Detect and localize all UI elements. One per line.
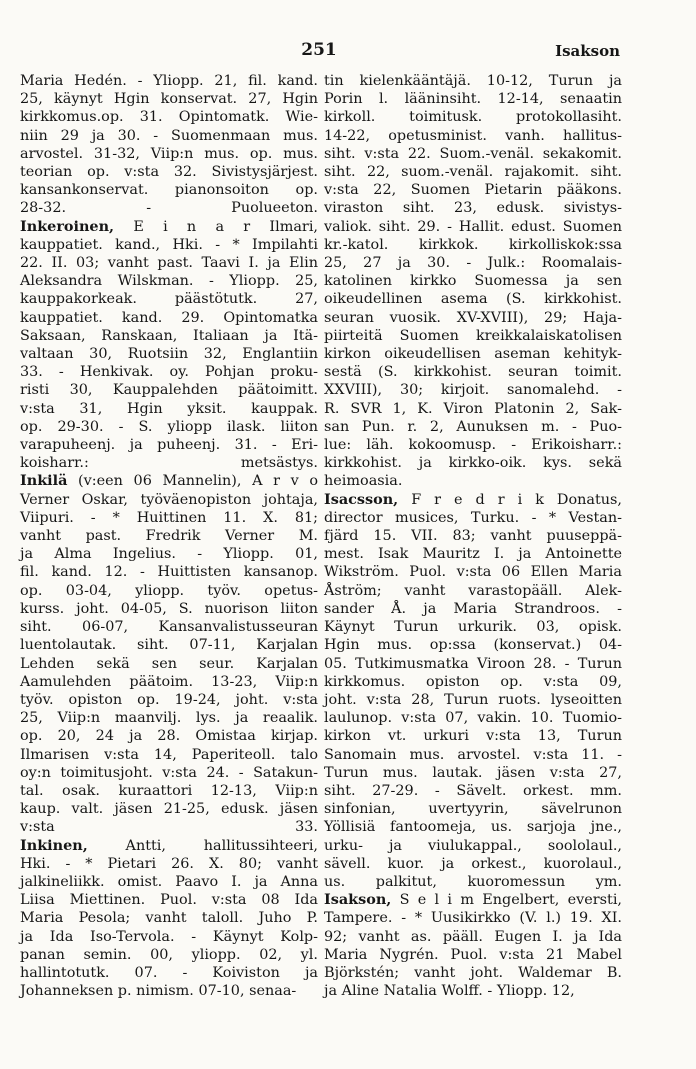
text-line: Inkilä (v:een 06 Mannelin), A r v o: [20, 472, 318, 490]
text-line: 28-32. - Puolueeton.: [20, 200, 318, 217]
text-line: Yöllisiä fantoomeja, us. sarjoja jne.,: [324, 819, 622, 836]
text-line: varapuheenj. ja puheenj. 31. - Eri-: [20, 437, 318, 454]
text-line: kansankonservat. pianonsoiton op.: [20, 182, 318, 199]
text-line: valiok. siht. 29. - Hallit. edust. Suomen: [324, 218, 622, 235]
text-line: Isacsson, F r e d r i k Donatus,: [324, 490, 622, 508]
text-line: op. 20, 24 ja 28. Omistaa kirjap.: [20, 728, 318, 745]
text-line: ja Ida Iso-Tervola. - Käynyt Kolp-: [20, 928, 318, 945]
text-line: kaup. valt. jäsen 21-25, edusk. jäsen: [20, 801, 318, 818]
entry-headword: Inkilä: [20, 472, 68, 490]
text-line: Sanomain mus. arvostel. v:sta 11. -: [324, 746, 622, 763]
text-line: luentolautak. siht. 07-11, Karjalan: [20, 637, 318, 654]
text-line: v:sta 31, Hgin yksit. kauppak.: [20, 400, 318, 417]
text-line: Lehden sekä sen seur. Karjalan: [20, 655, 318, 672]
text-line: Inkeroinen, E i n a r Ilmari,: [20, 217, 318, 235]
text-line: kurss. joht. 04-05, S. nuorison liiton: [20, 600, 318, 617]
text-line: Aamulehden päätoim. 13-23, Viip:n: [20, 673, 318, 690]
text-line: Maria Nygrén. Puol. v:sta 21 Mabel: [324, 946, 622, 963]
text-line: risti 30, Kauppalehden päätoimitt.: [20, 382, 318, 399]
text-line: san Pun. r. 2, Aunuksen m. - Puo-: [324, 418, 622, 435]
text-line: tin kielenkääntäjä. 10-12, Turun ja: [324, 73, 622, 89]
text-line: piirteitä Suomen kreikkalaiskatolisen: [324, 327, 622, 344]
text-line: seuran vuosik. XV-XVIII), 29; Haja-: [324, 309, 622, 326]
text-line: kirkon oikeudellisen aseman kehityk-: [324, 346, 622, 363]
page-header: [18, 40, 620, 62]
text-line: R. SVR 1, K. Viron Platonin 2, Sak-: [324, 400, 622, 417]
text-line: mest. Isak Mauritz I. ja Antoinette: [324, 546, 622, 563]
text-line: v:sta 22, Suomen Pietarin pääkons.: [324, 182, 622, 199]
text-line: viraston siht. 23, edusk. sivistys-: [324, 200, 622, 217]
text-line: 22. II. 03; vanht past. Taavi I. ja Elin: [20, 255, 318, 272]
text-line: jalkineliikk. omist. Paavo I. ja Anna: [20, 873, 318, 890]
text-line: Porin l. lääninsiht. 12-14, senaatin: [324, 91, 622, 108]
text-line: Maria Hedén. - Yliopp. 21, fil. kand.: [20, 73, 318, 89]
text-line: op. 29-30. - S. yliopp ilask. liiton: [20, 418, 318, 435]
entry-headword: Inkeroinen,: [20, 217, 115, 235]
text-line: arvostel. 31-32, Viip:n mus. op. mus.: [20, 145, 318, 162]
text-line: hallintotutk. 07. - Koiviston ja: [20, 964, 318, 981]
text-line: ja Alma Ingelius. - Yliopp. 01,: [20, 546, 318, 563]
text-line: fil. kand. 12. - Huittisten kansanop.: [20, 564, 318, 581]
text-line: tal. osak. kuraattori 12-13, Viip:n: [20, 782, 318, 799]
text-line: oikeudellinen asema (S. kirkkohist.: [324, 291, 622, 308]
text-line: sinfonian, uvertyyrin, sävelrunon: [324, 801, 622, 818]
text-line: joht. v:sta 28, Turun ruots. lyseoitten: [324, 691, 622, 708]
text-line: director musices, Turku. - * Vestan-: [324, 509, 622, 526]
text-line: Hki. - * Pietari 26. X. 80; vanht: [20, 855, 318, 872]
text-line: Verner Oskar, työväenopiston johtaja,: [20, 491, 318, 508]
running-head: Isakson: [555, 42, 620, 60]
text-line: sander Å. ja Maria Strandroos. -: [324, 600, 622, 617]
text-line: Åström; vanht varastopääll. Alek-: [324, 582, 622, 599]
text-line: Ilmarisen v:sta 14, Paperiteoll. talo: [20, 746, 318, 763]
text-line: 05. Tutkimusmatka Viroon 28. - Turun: [324, 655, 622, 672]
text-line: valtaan 30, Ruotsiin 32, Englantiin: [20, 346, 318, 363]
text-line: siht. 06-07, Kansanvalistusseuran: [20, 619, 318, 636]
left-column: [20, 72, 318, 1000]
text-line: Turun mus. lautak. jäsen v:sta 27,: [324, 764, 622, 781]
text-line: kauppatiet. kand., Hki. - * Impilahti: [20, 236, 318, 253]
text-line: siht. 27-29. - Sävelt. orkest. mm.: [324, 782, 622, 799]
text-line: oy:n toimitusjoht. v:sta 24. - Satakun-: [20, 764, 318, 781]
text-line: Tampere. - * Uusikirkko (V. l.) 19. XI.: [324, 910, 622, 927]
text-line: 92; vanht as. pääll. Eugen I. ja Ida: [324, 928, 622, 945]
text-line: teorian op. v:sta 32. Sivistysjärjest.: [20, 164, 318, 181]
text-line: 25, käynyt Hgin konservat. 27, Hgin: [20, 91, 318, 108]
text-line: koisharr.: metsästys.: [20, 455, 318, 472]
text-line: heimoasia.: [324, 473, 403, 490]
text-line: laulunop. v:sta 07, vakin. 10. Tuomio-: [324, 710, 622, 727]
entry-headword: Inkinen,: [20, 836, 88, 854]
text-line: siht. v:sta 22. Suom.-venäl. sekakomit.: [324, 145, 622, 162]
text-line: us. palkitut, kuoromessun ym.: [324, 873, 622, 890]
text-line: Käynyt Turun urkurik. 03, opisk.: [324, 619, 622, 636]
text-line: sestä (S. kirkkohist. seuran toimit.: [324, 364, 622, 381]
text-line: Saksaan, Ranskaan, Italiaan ja Itä-: [20, 327, 318, 344]
text-line: kirkkomus.op. 31. Opintomatk. Wie-: [20, 109, 318, 126]
text-line: Hgin mus. op:ssa (konservat.) 04-: [324, 637, 622, 654]
text-line: Björkstén; vanht joht. Waldemar B.: [324, 964, 622, 981]
text-line: lue: läh. kokoomusp. - Erikoisharr.:: [324, 437, 622, 454]
text-line: kauppatiet. kand. 29. Opintomatka: [20, 309, 318, 326]
text-line: siht. 22, suom.-venäl. rajakomit. siht.: [324, 164, 622, 181]
text-line: niin 29 ja 30. - Suomenmaan mus.: [20, 127, 318, 144]
text-line: Viipuri. - * Huittinen 11. X. 81;: [20, 509, 318, 526]
text-line: fjärd 15. VII. 83; vanht puuseppä-: [324, 528, 622, 545]
text-line: katolinen kirkko Suomessa ja sen: [324, 273, 622, 290]
text-line: 25, 27 ja 30. - Julk.: Roomalais-: [324, 255, 622, 272]
text-line: 14-22, opetusminist. vanh. hallitus-: [324, 127, 622, 144]
text-line: 25, Viip:n maanvilj. lys. ja reaalik.: [20, 710, 318, 727]
text-line: urku- ja viulukappal., soololaul.,: [324, 837, 622, 854]
text-line: Liisa Miettinen. Puol. v:sta 08 Ida: [20, 892, 318, 909]
text-line: sävell. kuor. ja orkest., kuorolaul.,: [324, 855, 622, 872]
text-line: op. 03-04, yliopp. työv. opetus-: [20, 582, 318, 599]
text-line: 33. - Henkivak. oy. Pohjan proku-: [20, 364, 318, 381]
text-line: Aleksandra Wilskman. - Yliopp. 25,: [20, 273, 318, 290]
text-line: työv. opiston op. 19-24, joht. v:sta: [20, 691, 318, 708]
page-number: 251: [301, 40, 337, 60]
text-line: kr.-katol. kirkkok. kirkolliskok:ssa: [324, 236, 622, 253]
text-line: Johanneksen p. nimism. 07-10, senaa-: [20, 983, 297, 1000]
text-line: kirkkomus. opiston op. v:sta 09,: [324, 673, 622, 690]
text-line: kirkkohist. ja kirkko-oik. kys. sekä: [324, 455, 622, 472]
text-line: vanht past. Fredrik Verner M.: [20, 528, 318, 545]
text-line: v:sta 33.: [20, 819, 318, 836]
entry-headword: Isakson,: [324, 891, 392, 909]
right-column: [324, 72, 622, 1000]
text-line: XXVIII), 30; kirjoit. sanomalehd. -: [324, 382, 622, 399]
text-line: Maria Pesola; vanht taloll. Juho P.: [20, 910, 318, 927]
text-line: panan semin. 00, yliopp. 02, yl.: [20, 946, 318, 963]
entry-headword: Isacsson,: [324, 490, 399, 508]
text-line: Inkinen, Antti, hallitussihteeri,: [20, 836, 318, 854]
text-line: kirkon vt. urkuri v:sta 13, Turun: [324, 728, 622, 745]
text-line: Wikström. Puol. v:sta 06 Ellen Maria: [324, 564, 622, 581]
text-line: kirkoll. toimitusk. protokollasiht.: [324, 109, 622, 126]
text-line: ja Aline Natalia Wolff. - Yliopp. 12,: [324, 983, 575, 1000]
text-line: kauppakorkeak. päästötutk. 27,: [20, 291, 318, 308]
text-line: Isakson, S e l i m Engelbert, eversti,: [324, 891, 622, 909]
